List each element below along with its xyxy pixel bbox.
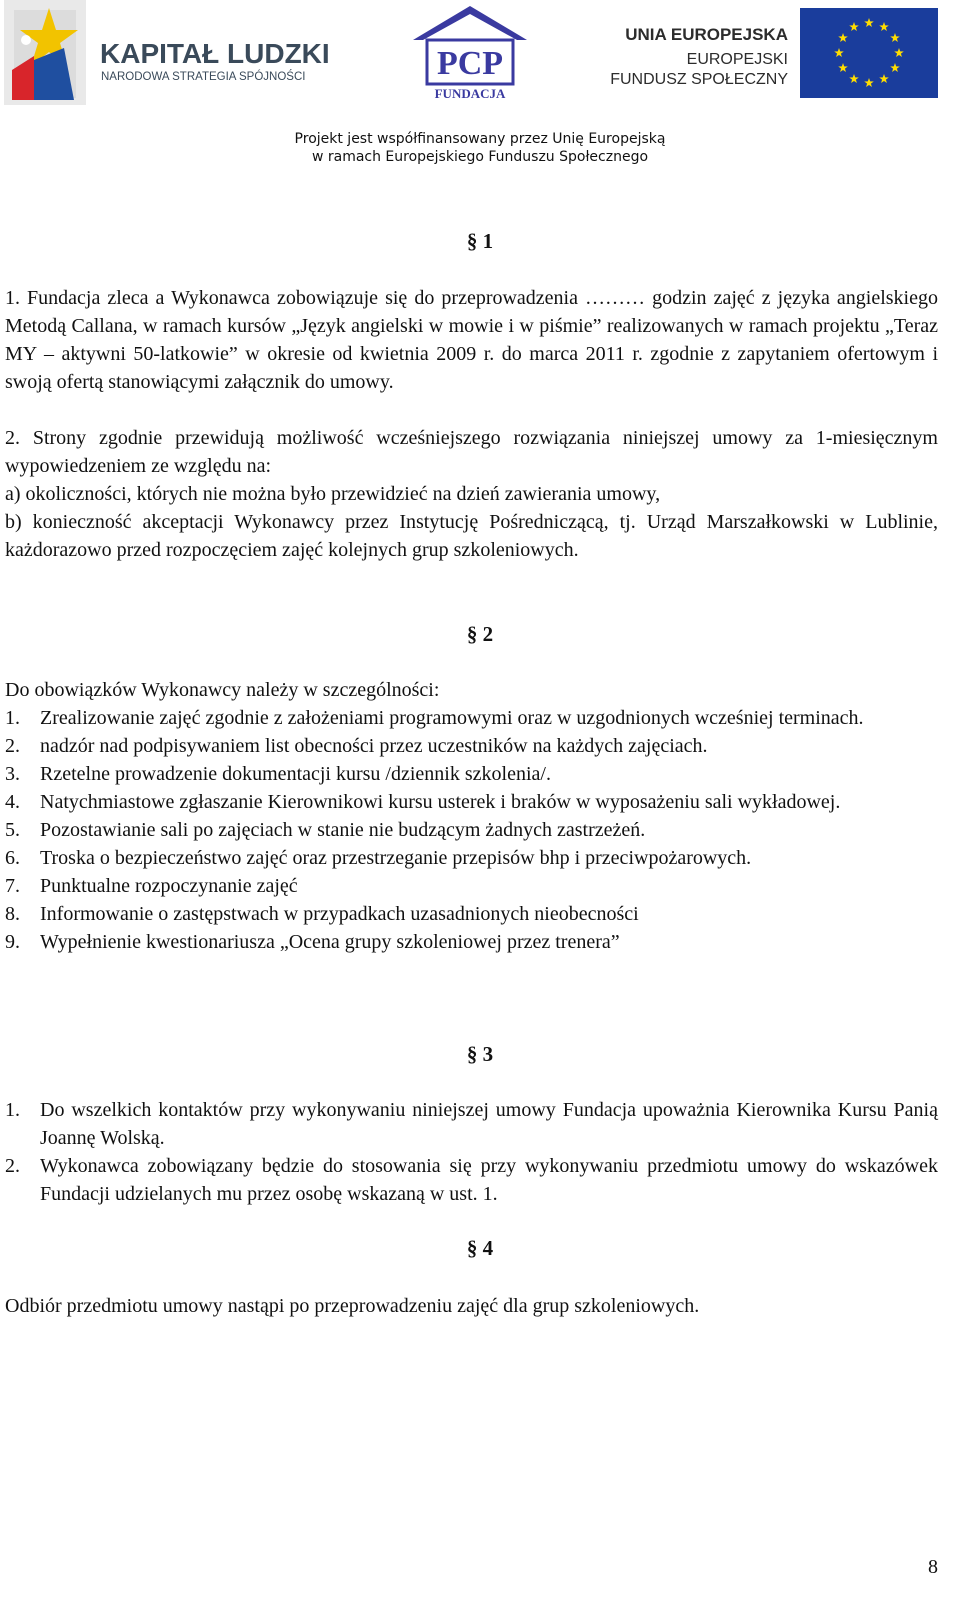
section-1-heading: § 1: [466, 229, 494, 253]
list-item-text: Informowanie o zastępstwach w przypadkach uzasadnionych nieobecności: [40, 903, 639, 925]
list-item: [5, 872, 938, 900]
cofinancing-line-2: w ramach Europejskiego Funduszu Społecznego: [311, 149, 649, 165]
list-item: [5, 928, 938, 956]
eu-text-logo: [610, 22, 790, 92]
list-item: [5, 732, 938, 760]
list-item-number: 1.: [5, 707, 20, 729]
kl-title: KAPITAŁ LUDZKI: [100, 38, 330, 69]
kl-subtitle: NARODOWA STRATEGIA SPÓJNOŚCI: [101, 71, 306, 83]
list-item: [5, 1096, 938, 1152]
eu-line-3: FUNDUSZ SPOŁECZNY: [610, 71, 788, 88]
list-item-number: 7.: [5, 875, 20, 897]
section-2-list: [5, 704, 938, 956]
list-item-text: nadzór nad podpisywaniem list obecności przez uczestników na każdych zajęciach.: [40, 735, 708, 757]
section-4-heading: § 4: [466, 1236, 494, 1260]
kapital-ludzki-logo: [4, 0, 334, 108]
section-2-intro: Do obowiązków Wykonawcy należy w szczególności:: [5, 679, 440, 701]
list-item-text: Troska o bezpieczeństwo zajęć oraz przestrzeganie przepisów bhp i przeciwpożarowych.: [40, 847, 752, 869]
eu-line-1: UNIA EUROPEJSKA: [625, 25, 788, 44]
list-item-number: 4.: [5, 791, 20, 813]
section-1-point-a: a) okoliczności, których nie można było przewidzieć na dzień zawierania umowy,: [5, 483, 661, 505]
list-item-text: Pozostawianie sali po zajęciach w stanie nie budzącym żadnych zastrzeżeń.: [40, 819, 646, 841]
list-item-text: Rzetelne prowadzenie dokumentacji kursu /dziennik szkolenia/.: [40, 763, 551, 785]
list-item: [5, 900, 938, 928]
section-1-point-b: b) konieczność akceptacji Wykonawcy przez Instytucję Pośredniczącą, tj. Urząd Marszałkowski w Lublinie, każdorazowo przed rozpoczęciem zajęć kolejnych grup szkoleniowych.: [5, 511, 938, 561]
section-3-list: [5, 1096, 938, 1208]
list-item-text: Wykonawca zobowiązany będzie do stosowania się przy wykonywaniu przedmiotu umowy do wskazówek Fundacji udzielanych mu przez osobę wskazaną w ust. 1.: [40, 1155, 938, 1205]
list-item: [5, 704, 938, 732]
section-2-heading: § 2: [466, 622, 494, 646]
section-1-paragraph-1: 1. Fundacja zleca a Wykonawca zobowiązuje się do przeprowadzenia ……… godzin zajęć z języka angielskiego Metodą Callana, w ramach kursów „Język angielski w mowie i w piśmie” realizowanych w ramach projektu „Teraz MY – aktywni 50-latkowie” w okresie od kwietnia 2009 r. do marca 2011 r. zgodnie z zapytaniem ofertowym i swoją ofertą stanowiącymi załącznik do umowy.: [5, 287, 938, 393]
section-4-text: Odbiór przedmiotu umowy nastąpi po przeprowadzeniu zajęć dla grup szkoleniowych.: [5, 1295, 700, 1317]
list-item: [5, 816, 938, 844]
section-1-paragraph-2: 2. Strony zgodnie przewidują możliwość wcześniejszego rozwiązania niniejszej umowy za 1-miesięcznym wypowiedzeniem ze względu na:: [5, 427, 938, 477]
list-item: [5, 844, 938, 872]
pcp-fundacja-logo: [405, 2, 535, 102]
cofinancing-line-1: Projekt jest współfinansowany przez Unię Europejską: [294, 131, 666, 147]
list-item-number: 8.: [5, 903, 20, 925]
list-item-text: Wypełnienie kwestionariusza „Ocena grupy szkoleniowej przez trenera”: [40, 931, 620, 953]
list-item-number: 2.: [5, 735, 20, 757]
list-item: [5, 1152, 938, 1208]
list-item-number: 6.: [5, 847, 20, 869]
list-item-number: 2.: [5, 1155, 20, 1177]
list-item: [5, 788, 938, 816]
list-item-number: 9.: [5, 931, 20, 953]
eu-flag-icon: [800, 8, 938, 98]
list-item: [5, 760, 938, 788]
list-item-text: Natychmiastowe zgłaszanie Kierownikowi kursu usterek i braków w wyposażeniu sali wykładowej.: [40, 791, 841, 813]
pcp-name: PCP: [436, 45, 504, 82]
section-3-heading: § 3: [466, 1042, 494, 1066]
list-item-number: 3.: [5, 763, 20, 785]
list-item-text: Do wszelkich kontaktów przy wykonywaniu niniejszej umowy Fundacja upoważnia Kierownika Kursu Panią Joannę Wolską.: [40, 1099, 938, 1149]
list-item-number: 1.: [5, 1099, 20, 1121]
pcp-label: FUNDACJA: [434, 86, 506, 101]
list-item-number: 5.: [5, 819, 20, 841]
eu-line-2: EUROPEJSKI: [686, 51, 788, 68]
list-item-text: Punktualne rozpoczynanie zajęć: [40, 875, 298, 897]
page-number: 8: [928, 1556, 938, 1578]
list-item-text: Zrealizowanie zajęć zgodnie z założeniami programowymi oraz w uzgodnionych wcześniej terminach.: [40, 707, 864, 729]
